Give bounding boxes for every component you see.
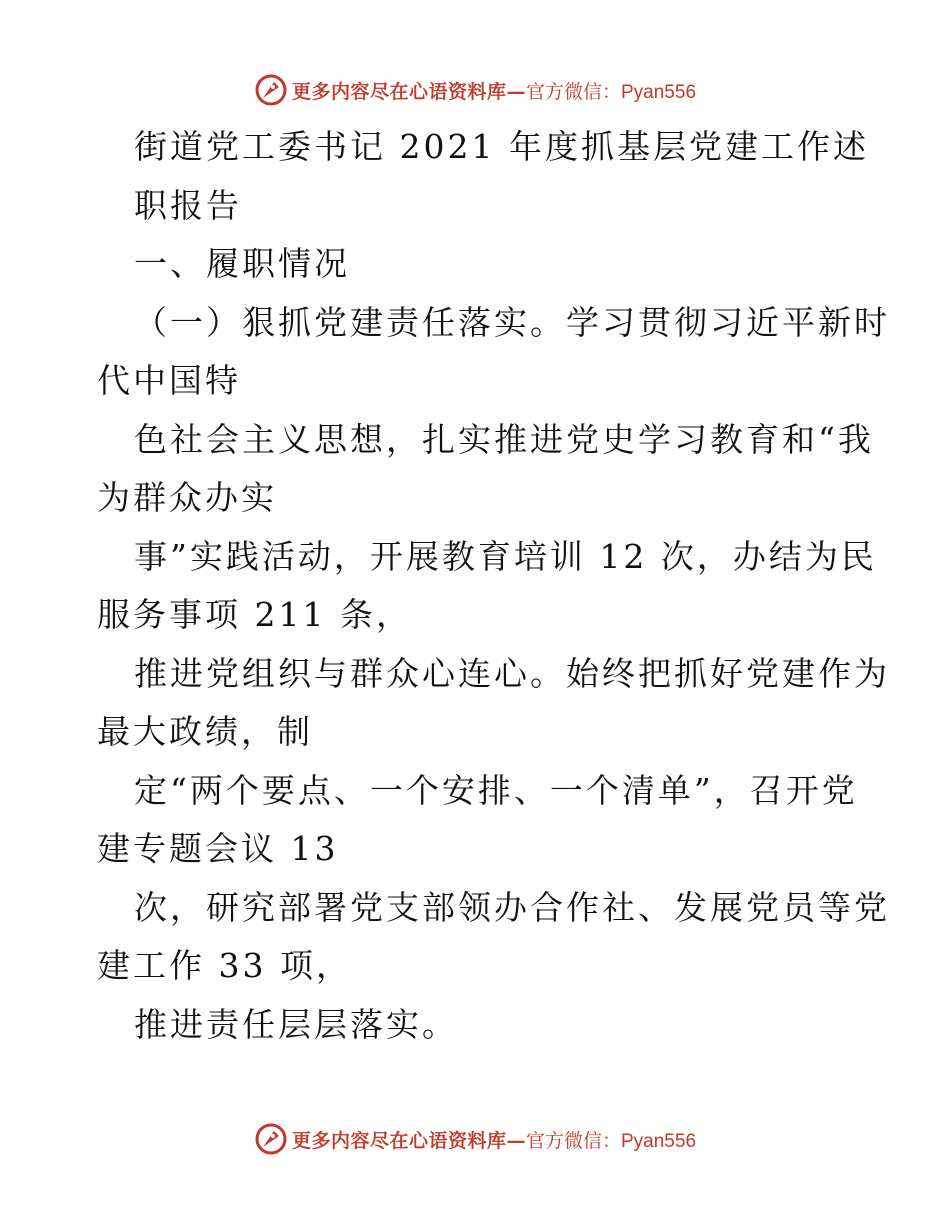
paragraph-line: 为群众办实: [97, 478, 277, 517]
banner-wechat: 官方微信：Pyan556: [526, 81, 697, 103]
paragraph-line: 定“两个要点、一个安排、一个清单”，召开党: [134, 770, 858, 810]
paragraph-line: 推进党组织与群众心连心。始终把抓好党建作为: [134, 653, 890, 693]
paragraph-line: 服务事项 211 条，: [97, 595, 412, 634]
paragraph-line: 代中国特: [97, 361, 241, 400]
paragraph-line: 色社会主义思想，扎实推进党史学习教育和“我: [134, 419, 874, 459]
title-line-2: 职报告: [134, 185, 242, 225]
paragraph-line: 推进责任层层落实。: [134, 1004, 458, 1044]
paragraph-line: 建专题会议 13: [97, 829, 339, 868]
paragraph-line: （一）狠抓党建责任落实。学习贯彻习近平新时: [134, 302, 890, 342]
paragraph-line: 事”实践活动，开展教育培训 12 次，办结为民: [134, 536, 877, 576]
banner-text: 更多内容尽在心语资料库—: [291, 80, 526, 103]
banner-wechat: 官方微信：Pyan556: [526, 1130, 697, 1152]
paragraph-line: 建工作 33 项，: [97, 946, 352, 985]
section-heading: 一、履职情况: [134, 244, 350, 283]
title-line-1: 街道党工委书记 2021 年度抓基层党建工作述: [134, 127, 869, 166]
paragraph-line: 最大政绩，制: [97, 712, 313, 751]
footer-banner: [0, 1119, 950, 1159]
paragraph-line: 次，研究部署党支部领办合作社、发展党员等党: [134, 887, 890, 927]
header-banner: [0, 70, 950, 110]
pen-nib-logo-icon: [254, 1122, 288, 1156]
banner-text: 更多内容尽在心语资料库—: [291, 1129, 526, 1152]
pen-nib-logo-icon: [254, 73, 288, 107]
document-body: [97, 118, 890, 1054]
